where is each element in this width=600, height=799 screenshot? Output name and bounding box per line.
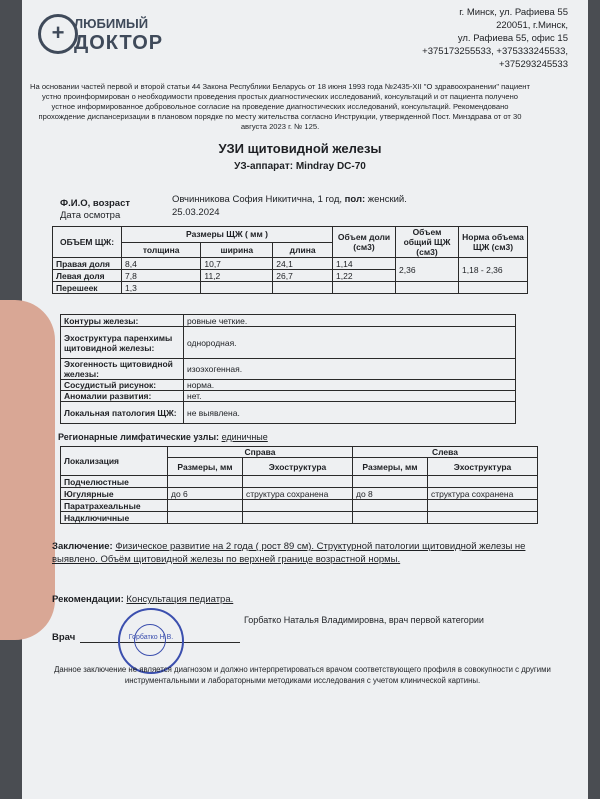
prop-value: ровные четкие. [184, 315, 516, 327]
volume-head-width: ширина [201, 242, 273, 258]
cell-thickness: 8,4 [122, 258, 201, 270]
lymph-l-echo: структура сохранена [428, 488, 538, 500]
volume-head-total: Объем общий ЩЖ (см3) [396, 227, 459, 258]
lymph-label: Подчелюстные [61, 476, 168, 488]
lymph-head-loc: Локализация [61, 447, 168, 476]
table-row [61, 315, 516, 327]
cell-volume: 1,22 [333, 270, 396, 282]
row-label: Правая доля [53, 258, 122, 270]
logo-text-line2: ДОКТОР [74, 32, 164, 54]
volume-head-sizes: Размеры ЩЖ ( мм ) [122, 227, 333, 243]
lymph-label: Югулярные [61, 488, 168, 500]
conclusion-label: Заключение: [52, 541, 113, 552]
lymph-head-size-left: Размеры, мм [353, 458, 428, 476]
table-row [53, 258, 528, 270]
fio-label: Ф.И.О, возраст [60, 198, 131, 209]
cell-thickness: 1,3 [122, 282, 201, 294]
lymph-table [60, 446, 538, 524]
doctor-label: Врач [52, 632, 76, 643]
prop-label: Аномалии развития: [61, 391, 184, 402]
clinic-logo [38, 14, 178, 60]
volume-head-object: ОБЪЕМ ЩЖ: [53, 227, 122, 258]
address-line: +375293245533 [499, 59, 568, 70]
prop-value: не выявлена. [184, 402, 516, 424]
lymph-head-left: Слева [353, 447, 538, 458]
fio-text: Овчинникова София Никитична, 1 год, [172, 194, 345, 205]
prop-label: Сосудистый рисунок: [61, 380, 184, 391]
lymph-r-echo [243, 500, 353, 512]
volume-table [52, 226, 528, 294]
lymph-r-size: до 6 [168, 488, 243, 500]
lymph-l-echo [428, 512, 538, 524]
row-label: Левая доля [53, 270, 122, 282]
prop-value: однородная. [184, 327, 516, 359]
address-line: г. Минск, ул. Рафиева 55 [459, 7, 568, 18]
cell-length: 24,1 [273, 258, 333, 270]
cell-volume: 1,14 [333, 258, 396, 270]
conclusion-text: Физическое развитие на 2 года ( рост 89 см). Структурной патологии щитовидной железы не выявлено. Объём щитовидной железы по верхней границе возрастной нормы. [52, 541, 526, 565]
lymph-l-echo [428, 500, 538, 512]
prop-label: Локальная патология ЩЖ: [61, 402, 184, 424]
clinic-address [368, 6, 568, 71]
table-row [61, 402, 516, 424]
lymph-title-value: единичные [221, 432, 268, 442]
recommendation [52, 594, 233, 605]
conclusion [52, 540, 542, 566]
table-row [53, 282, 528, 294]
date-label: Дата осмотра [60, 210, 121, 221]
address-line: +375173255533, +375333245533, [422, 46, 568, 57]
recommend-text: Консультация педиатра. [126, 594, 234, 605]
cell-empty [396, 282, 459, 294]
lymph-head-right: Справа [168, 447, 353, 458]
volume-head-thickness: толщина [122, 242, 201, 258]
lymph-label: Паратрахеальные [61, 500, 168, 512]
lymph-section-title [58, 432, 268, 442]
row-label: Перешеек [53, 282, 122, 294]
address-line: ул. Рафиева 55, офис 15 [457, 33, 568, 44]
properties-table [60, 314, 516, 424]
stamp-text: Горбатко Н.В. [128, 634, 174, 641]
date-value: 25.03.2024 [172, 207, 220, 218]
sex-label: пол: [344, 194, 366, 205]
lymph-head-echo-left: Эхоструктура [428, 458, 538, 476]
address-line: 220051, г.Минск, [496, 20, 568, 31]
lymph-label: Надключичные [61, 512, 168, 524]
logo-cross-icon: + [38, 14, 78, 54]
lymph-head-size-right: Размеры, мм [168, 458, 243, 476]
lymph-r-size [168, 512, 243, 524]
table-row [61, 327, 516, 359]
device-line: УЗ-аппарат: Mindray DC-70 [234, 161, 366, 172]
volume-head-norm: Норма объема ЩЖ (см3) [459, 227, 528, 258]
cell-length [273, 282, 333, 294]
table-row [61, 391, 516, 402]
logo-text-line1: ЛЮБИМЫЙ [74, 16, 149, 31]
table-row [61, 500, 538, 512]
lymph-l-size [353, 500, 428, 512]
lymph-r-size [168, 500, 243, 512]
cell-width: 11,2 [201, 270, 273, 282]
lymph-l-size [353, 512, 428, 524]
lymph-l-size [353, 476, 428, 488]
footer-disclaimer: Данное заключение не является диагнозом и должно интерпретироваться врачом соответствующего профиля в совокупности с другими инструментальными и лабораторными методиками исследования с учетом клинической картины. [54, 665, 551, 685]
lymph-r-echo: структура сохранена [243, 488, 353, 500]
lymph-head-echo-right: Эхоструктура [243, 458, 353, 476]
recommend-label: Рекомендации: [52, 594, 124, 605]
cell-empty [459, 282, 528, 294]
prop-value: нет. [184, 391, 516, 402]
report-title: УЗИ щитовидной железы [218, 141, 382, 156]
cell-width [201, 282, 273, 294]
prop-value: норма. [184, 380, 516, 391]
table-row [61, 512, 538, 524]
cell-total-volume: 2,36 [396, 258, 459, 282]
table-row [61, 488, 538, 500]
cell-length: 26,7 [273, 270, 333, 282]
prop-label: Эхогенность щитовидной железы: [61, 359, 184, 380]
lymph-title: Регионарные лимфатические узлы: [58, 432, 220, 442]
cell-volume [333, 282, 396, 294]
table-row [61, 359, 516, 380]
lymph-r-echo [243, 512, 353, 524]
prop-value: изоэхогенная. [184, 359, 516, 380]
volume-head-length: длина [273, 242, 333, 258]
legal-intro: На основании частей первой и второй статьи 44 Закона Республики Беларусь от 18 июня 1993 года №2435-XII "О здравоохранении" пациент устно проинформирован о необходимости проведения простых диагностических исследований, консультаций и от пациента получено устное информированное добровольное согласие на проведение диагностических исследований, консультаций. Рекомендовано прохождение диспансеризации в плановом порядке по месту жительства согласно Инструкции, утвержденной Пост. Минздрава от от 30 августа 2023 г. № 125. [30, 82, 530, 131]
volume-head-lobe: Объем доли (см3) [333, 227, 396, 258]
hand [0, 300, 55, 640]
cell-width: 10,7 [201, 258, 273, 270]
table-row [61, 476, 538, 488]
sex-value: женский. [365, 194, 407, 205]
doctor-name: Горбатко Наталья Владимировна, врач первой категории [244, 615, 484, 625]
fio-value [172, 194, 407, 205]
lymph-r-echo [243, 476, 353, 488]
table-row [61, 380, 516, 391]
cell-thickness: 7,8 [122, 270, 201, 282]
prop-label: Контуры железы: [61, 315, 184, 327]
cell-norm: 1,18 - 2,36 [459, 258, 528, 282]
lymph-l-echo [428, 476, 538, 488]
lymph-r-size [168, 476, 243, 488]
lymph-l-size: до 8 [353, 488, 428, 500]
prop-label: Эхоструктура паренхимы щитовидной железы: [61, 327, 184, 359]
